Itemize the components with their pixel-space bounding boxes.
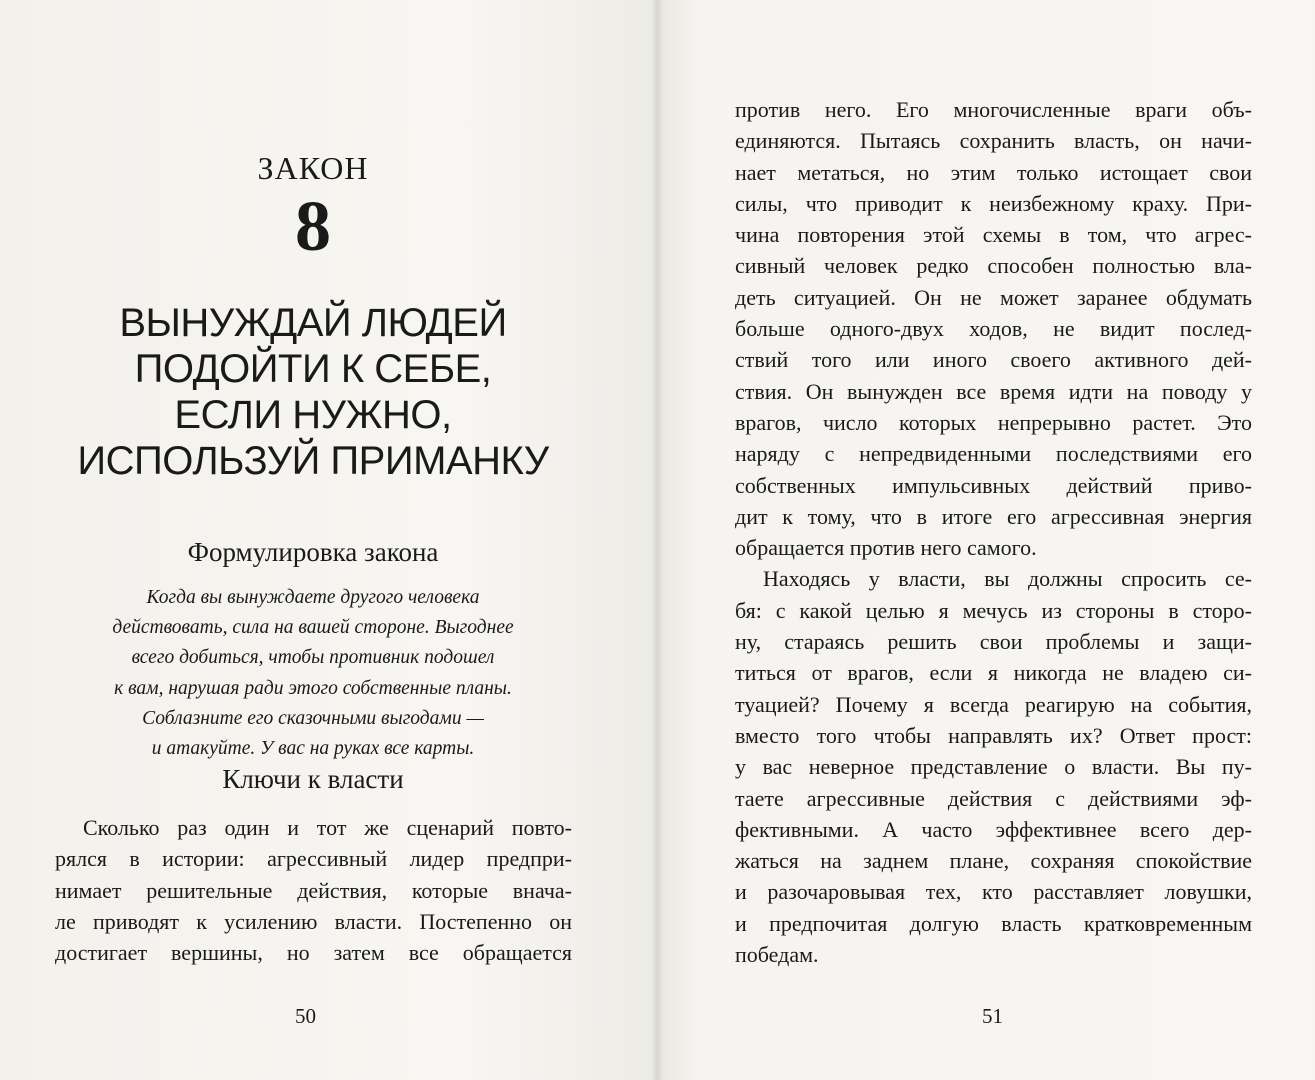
body-line: фективными. А часто эффективнее всего дер-	[735, 816, 1252, 842]
body-line: вместо того чтобы направлять их? Ответ прост:	[735, 722, 1252, 748]
body-line: таете агрессивные действия с действиями эф-	[735, 785, 1252, 811]
body-line: врагов, число которых непрерывно растет. Это	[735, 409, 1252, 435]
body-line: наряду с непредвиденными последствиями его	[735, 441, 1252, 467]
body-line: победам.	[735, 942, 819, 968]
law-number: 8	[295, 186, 331, 266]
statement-line: действовать, сила на вашей стороне. Выгоднее	[112, 617, 514, 639]
body-line: собственных импульсивных действий приво-	[735, 472, 1252, 498]
right-page	[657, 0, 1314, 1080]
law-title	[20, 300, 606, 484]
body-line: нимает решительные действия, которые внача-	[55, 877, 572, 903]
body-line: против него. Его многочисленные враги объ-	[735, 97, 1252, 122]
law-title-line: ЕСЛИ НУЖНО,	[174, 393, 452, 437]
body-line: деть ситуацией. Он не может заранее обдумать	[735, 284, 1252, 310]
body-line: единяются. Пытаясь сохранить власть, он начи-	[735, 128, 1252, 154]
body-line: ствия. Он вынужден все время идти на поводу у	[735, 378, 1252, 404]
body-line: достигает вершины, но затем все обращается	[55, 940, 572, 966]
law-label: ЗАКОН	[257, 150, 369, 186]
left-body-text	[55, 812, 572, 968]
body-line: Сколько раз один и тот же сценарий повто-	[83, 815, 572, 840]
body-line: Находясь у власти, вы должны спросить се-	[763, 566, 1252, 592]
law-statement	[60, 583, 566, 764]
body-line: бя: с какой целью я мечусь из стороны в сторо-	[735, 597, 1252, 623]
statement-line: Соблазните его сказочными выгодами —	[142, 707, 484, 729]
right-body-text	[735, 94, 1252, 970]
body-line: рялся в истории: агрессивный лидер предпри-	[55, 846, 572, 872]
body-line: дит к тому, что в итоге его агрессивная энергия	[735, 503, 1252, 529]
body-line: и предпочитая долгую власть кратковременным	[735, 910, 1252, 936]
body-line: ле приводят к усилению власти. Постепенно он	[55, 908, 572, 934]
body-line: сивный человек редко способен полностью вла-	[735, 253, 1252, 279]
statement-line: и атакуйте. У вас на руках все карты.	[151, 738, 475, 760]
law-title-line: ВЫНУЖДАЙ ЛЮДЕЙ	[119, 301, 507, 345]
body-line: титься от врагов, если я никогда не владею си-	[735, 660, 1252, 686]
body-line: больше одного-двух ходов, не видит послед-	[735, 316, 1252, 342]
body-line: туацией? Почему я всегда реагирую на события,	[735, 691, 1252, 717]
body-line: обращается против него самого.	[735, 535, 1037, 561]
law-title-line: ИСПОЛЬЗУЙ ПРИМАНКУ	[77, 439, 549, 483]
page-number-right: 51	[982, 1004, 1003, 1028]
body-line: нает метаться, но этим только истощает свои	[735, 159, 1252, 185]
book-gutter	[651, 0, 663, 1080]
formulation-heading: Формулировка закона	[187, 537, 439, 567]
body-line: силы, что приводит к неизбежному краху. При-	[735, 190, 1252, 216]
statement-line: к вам, нарушая ради этого собственные планы.	[114, 677, 512, 699]
law-title-line: ПОДОЙТИ К СЕБЕ,	[134, 347, 492, 391]
body-line: и разочаровывая тех, кто расставляет ловушки,	[735, 879, 1252, 905]
left-page	[0, 0, 657, 1080]
statement-line: Когда вы вынуждаете другого человека	[146, 587, 480, 608]
keys-heading: Ключи к власти	[222, 764, 404, 794]
body-line: жаться на заднем плане, сохраняя спокойствие	[735, 848, 1252, 874]
body-line: у вас неверное представление о власти. Вы пу-	[735, 754, 1252, 780]
statement-line: всего добиться, чтобы противник подошел	[131, 647, 495, 669]
body-line: ствий того или иного своего активного дей-	[735, 347, 1252, 373]
body-line: ну, стараясь решить свои проблемы и защи-	[735, 629, 1252, 655]
page-number-left: 50	[295, 1004, 316, 1028]
body-line: чина повторения этой схемы в том, что агрес-	[735, 222, 1252, 248]
